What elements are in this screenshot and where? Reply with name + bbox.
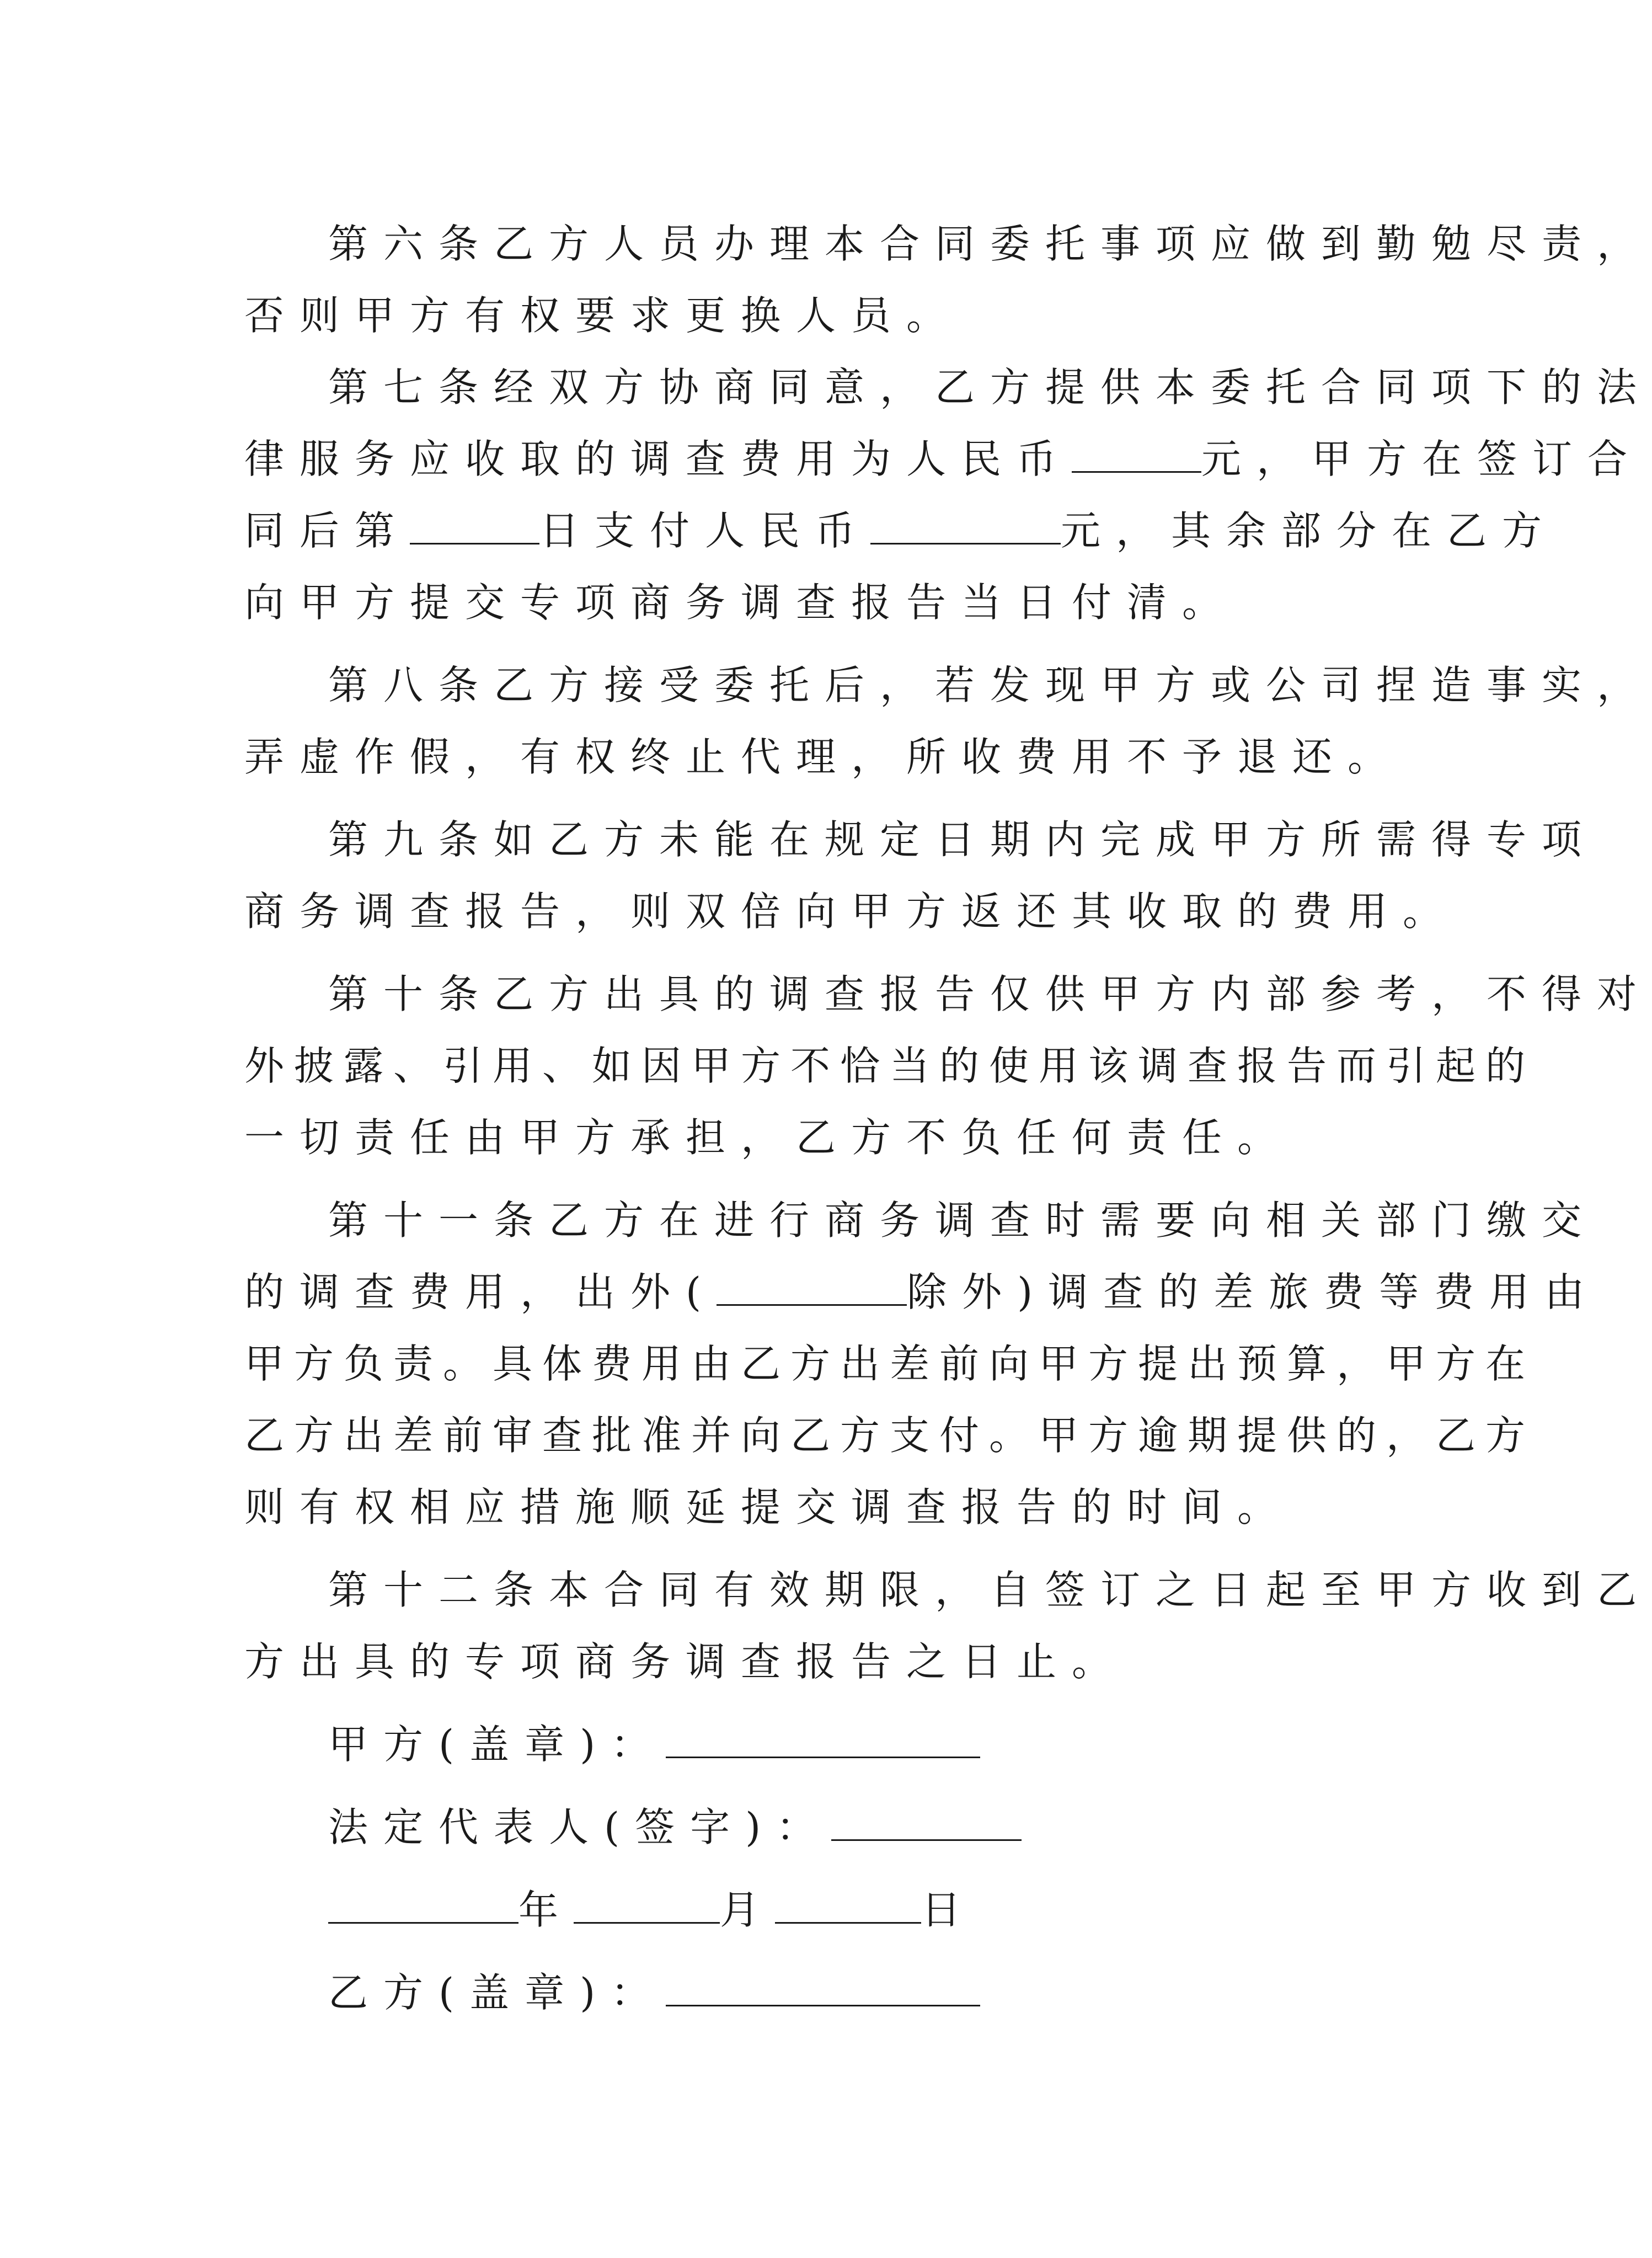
clause-11-line-2: 的调查费用，出外( 除外)调查的差旅费等费用由	[244, 1269, 1600, 1315]
month-label: 月	[720, 1887, 776, 1933]
clause-10-line-1: 第十条乙方出具的调查报告仅供甲方内部参考，不得对	[328, 971, 1652, 1017]
year-label: 年	[518, 1887, 574, 1933]
clause-11-line-5: 则有权相应措施顺延提交调查报告的时间。	[244, 1484, 1293, 1530]
legal-rep-label: 法定代表人(签字)：	[328, 1804, 832, 1850]
legal-rep-signature-blank	[831, 1806, 1022, 1841]
party-b-label: 乙方(盖章)：	[328, 1969, 666, 2016]
party-a-seal-blank	[666, 1723, 980, 1758]
month-blank	[574, 1889, 720, 1924]
clause-7-line-2: 律服务应收取的调查费用为人民币 元，甲方在签订合	[244, 436, 1643, 482]
party-a-seal-line	[328, 1717, 980, 1772]
clause-12-line-2: 方出具的专项商务调查报告之日止。	[244, 1638, 1127, 1685]
party-b-seal-blank	[666, 1972, 980, 2006]
clause-12-line-1: 第十二条本合同有效期限，自签订之日起至甲方收到乙	[328, 1567, 1652, 1613]
clause-6-line-1: 第六条乙方人员办理本合同委托事项应做到勤勉尽责，	[328, 221, 1652, 267]
year-blank	[328, 1889, 518, 1924]
clause-6-line-2: 否则甲方有权要求更换人员。	[244, 292, 962, 339]
clause-10-line-3: 一切责任由甲方承担，乙方不负任何责任。	[244, 1114, 1293, 1161]
date-line	[328, 1882, 976, 1937]
clause-8-line-2: 弄虚作假，有权终止代理，所收费用不予退还。	[244, 734, 1403, 780]
day-blank	[775, 1889, 921, 1924]
clause-11-line-3: 甲方负责。具体费用由乙方出差前向甲方提出预算，甲方在	[244, 1341, 1536, 1387]
clause-7-line-1: 第七条经双方协商同意，乙方提供本委托合同项下的法	[328, 364, 1652, 410]
party-a-label: 甲方(盖章)：	[328, 1721, 666, 1768]
fee-amount-blank	[1072, 438, 1201, 473]
clause-9-line-2: 商务调查报告，则双倍向甲方返还其收取的费用。	[244, 888, 1458, 935]
clause-10-line-2: 外披露、引用、如因甲方不恰当的使用该调查报告而引起的	[244, 1043, 1536, 1089]
day-label: 日	[921, 1887, 977, 1933]
payment-amount-blank	[870, 510, 1061, 545]
clause-7-line-3: 同后第 日支付人民币 元，其余部分在乙方	[244, 508, 1558, 554]
legal-rep-line	[328, 1800, 1022, 1855]
clause-7-line-4: 向甲方提交专项商务调查报告当日付清。	[244, 579, 1238, 626]
clause-9-line-1: 第九条如乙方未能在规定日期内完成甲方所需得专项	[328, 816, 1597, 863]
clause-8-line-1: 第八条乙方接受委托后，若发现甲方或公司捏造事实，	[328, 662, 1652, 708]
clause-11-line-4: 乙方出差前审查批准并向乙方支付。甲方逾期提供的，乙方	[244, 1412, 1536, 1459]
payment-day-blank	[410, 510, 539, 545]
clause-11-line-1: 第十一条乙方在进行商务调查时需要向相关部门缴交	[328, 1197, 1597, 1243]
party-b-seal-line	[328, 1965, 980, 2020]
exception-blank	[717, 1271, 907, 1306]
